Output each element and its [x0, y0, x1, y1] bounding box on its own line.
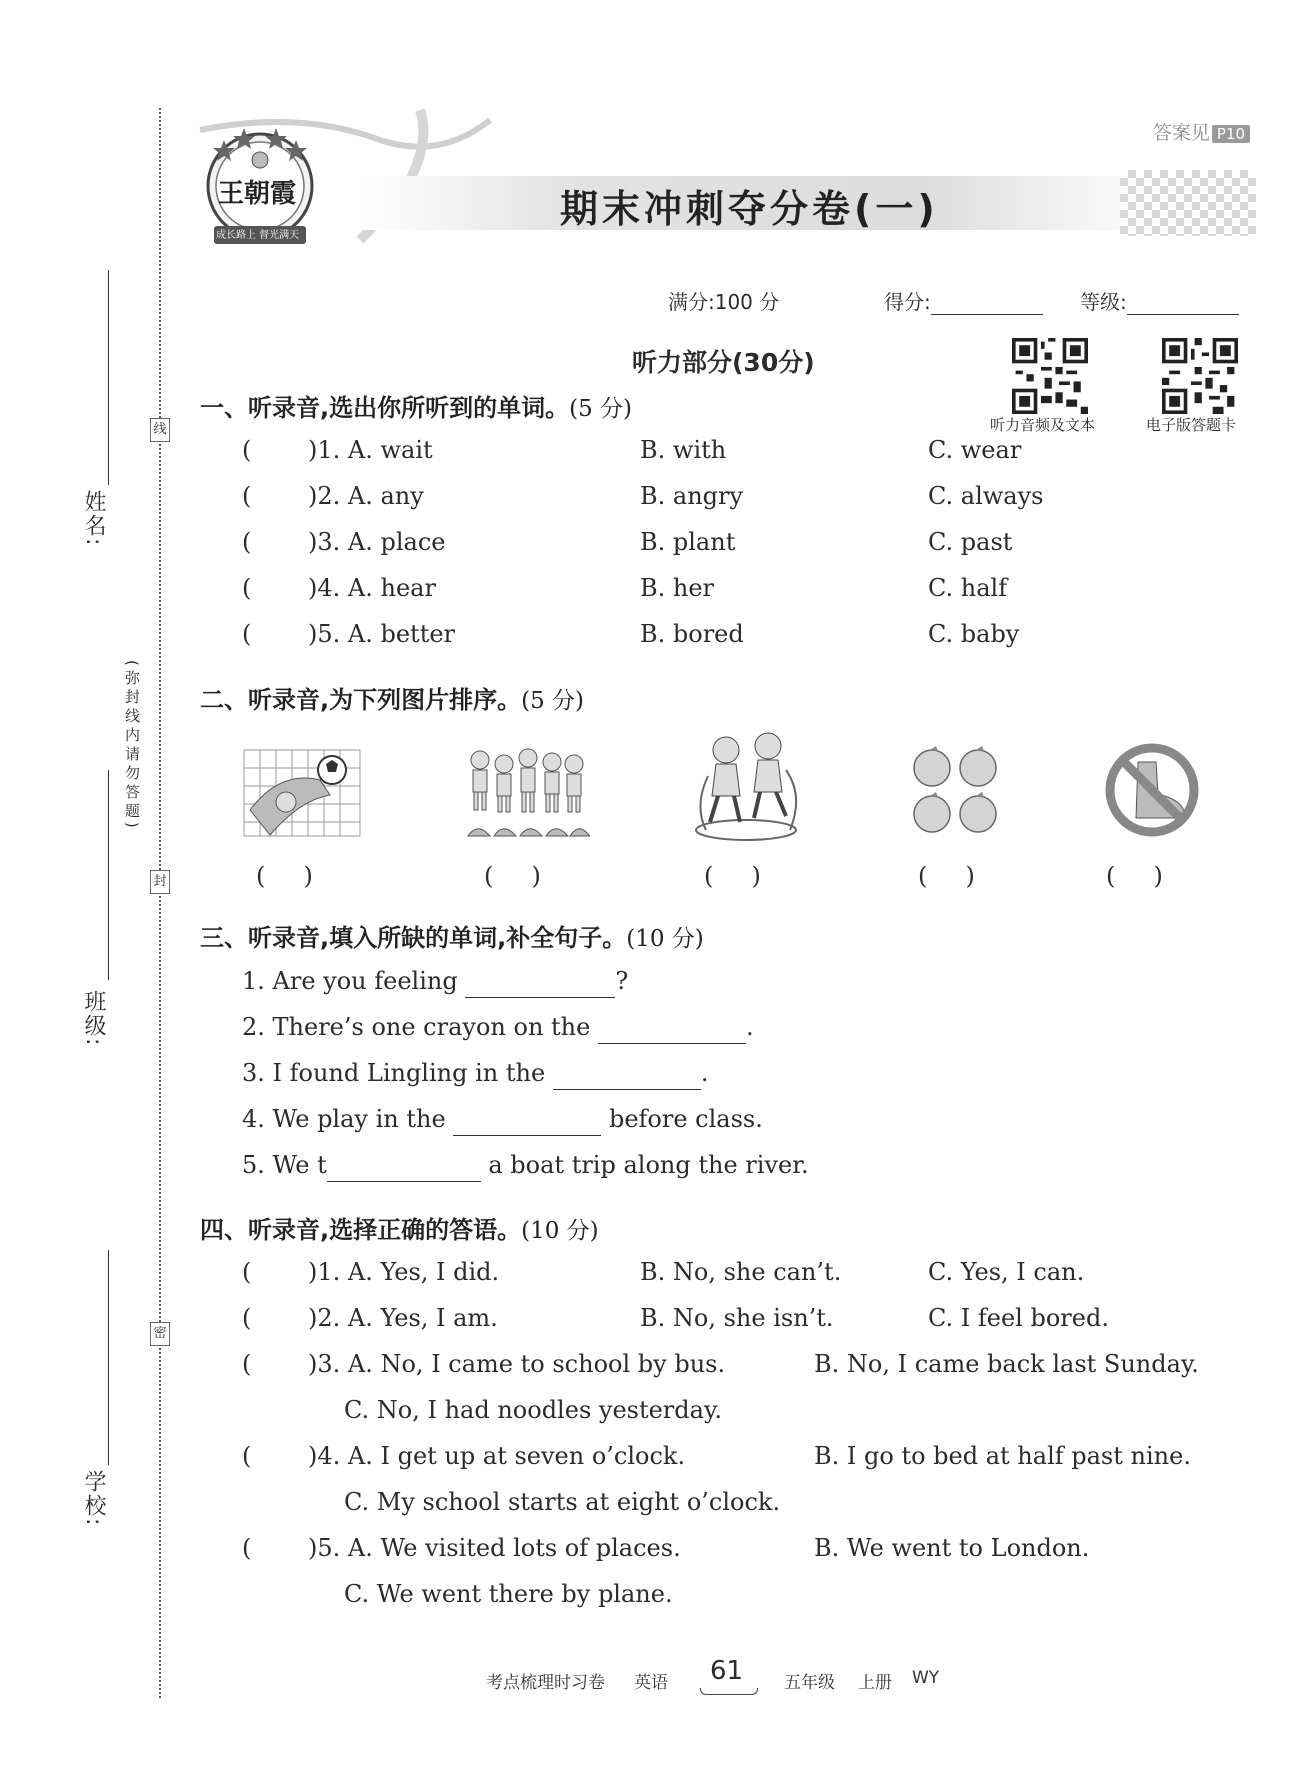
brand-logo [200, 118, 320, 241]
logo-motto: 成长路上 督光满天 [216, 230, 300, 241]
picture-5-answer[interactable]: ( ) [1106, 862, 1163, 890]
s3-text-after: . [700, 1059, 709, 1087]
class-label: 班级: [81, 990, 106, 1048]
margin-box-xian: 线 [150, 418, 170, 442]
picture-3-answer[interactable]: ( ) [704, 862, 761, 890]
answer-ref-label: 答案见 [1152, 122, 1210, 144]
answer-paren[interactable]: ( [242, 1350, 252, 1378]
s1-option-a: )3. A. place [308, 528, 446, 556]
s1-option-a: )1. A. wait [308, 436, 433, 464]
s1-option-b: B. angry [640, 482, 744, 510]
s4-option-c: C. My school starts at eight o’clock. [344, 1488, 781, 1516]
full-score: 满分:100 分 [668, 290, 780, 314]
footer-volume: 上册 [858, 1673, 892, 1693]
margin-box-mi: 密 [150, 1322, 170, 1346]
answer-paren[interactable]: ( [242, 528, 252, 556]
picture-skipping-rope [690, 726, 810, 844]
answer-paren[interactable]: ( [242, 1534, 252, 1562]
s1-option-a: )5. A. better [308, 620, 456, 648]
listening-part-title: 听力部分(30分) [632, 348, 815, 377]
grade-label: 等级: [1080, 290, 1127, 314]
s4-option-a: )2. A. Yes, I am. [308, 1304, 498, 1332]
section3-heading: 三、听录音,填入所缺的单词,补全句子。 [200, 924, 627, 952]
footer-edition: WY [912, 1668, 940, 1688]
qr-audio-caption: 听力音频及文本 [990, 416, 1096, 434]
picture-1-answer[interactable]: ( ) [256, 862, 313, 890]
s3-blank[interactable] [553, 1063, 701, 1090]
picture-children-caps [462, 740, 590, 844]
answer-paren[interactable]: ( [242, 574, 252, 602]
footer-subject: 英语 [634, 1673, 668, 1693]
section4-points: (10 分) [521, 1218, 599, 1244]
s1-option-c: C. wear [928, 436, 1022, 464]
section1-points: (5 分) [569, 396, 633, 422]
s3-text-before: 3. I found Lingling in the [242, 1059, 546, 1087]
answer-page-badge: P10 [1212, 125, 1250, 143]
section4-title [200, 1210, 599, 1245]
section4-heading: 四、听录音,选择正确的答语。 [200, 1216, 522, 1244]
s1-option-c: C. always [928, 482, 1044, 510]
answer-paren[interactable]: ( [242, 1258, 252, 1286]
section3-title [200, 918, 704, 953]
score-label: 得分: [884, 290, 931, 314]
section1-title [200, 388, 632, 423]
grade-field [1080, 286, 1239, 315]
s4-option-c: C. I feel bored. [928, 1304, 1109, 1332]
s3-item-5 [242, 1148, 809, 1182]
s1-option-b: B. plant [640, 528, 736, 556]
qr-answer-card-caption: 电子版答题卡 [1146, 416, 1237, 434]
s4-option-a: )3. A. No, I came to school by bus. [308, 1350, 726, 1378]
s4-option-b: B. No, she can’t. [640, 1258, 842, 1286]
page-number: 61 [710, 1656, 744, 1686]
s3-text-before: 1. Are you feeling [242, 967, 458, 995]
s4-option-c: C. No, I had noodles yesterday. [344, 1396, 722, 1424]
score-blank[interactable] [931, 294, 1043, 315]
answer-paren[interactable]: ( [242, 620, 252, 648]
answer-paren[interactable]: ( [242, 482, 252, 510]
name-label: 姓名: [81, 490, 106, 548]
s3-item-3 [242, 1056, 708, 1090]
footer-grade: 五年级 [784, 1673, 835, 1693]
s4-option-b: B. I go to bed at half past nine. [814, 1442, 1191, 1470]
picture-no-shoes-sign [1104, 742, 1200, 838]
name-line [108, 270, 109, 485]
s4-option-a: )4. A. I get up at seven o’clock. [308, 1442, 686, 1470]
page-number-brace [700, 1688, 758, 1695]
answer-paren[interactable]: ( [242, 1304, 252, 1332]
s1-option-b: B. bored [640, 620, 744, 648]
picture-4-answer[interactable]: ( ) [918, 862, 975, 890]
no-answer-note: (弥封线内请勿答题) [123, 660, 141, 832]
checker-decoration [1120, 170, 1256, 236]
s4-option-b: B. No, she isn’t. [640, 1304, 834, 1332]
s4-option-a: )5. A. We visited lots of places. [308, 1534, 681, 1562]
s4-option-b: B. No, I came back last Sunday. [814, 1350, 1199, 1378]
answer-paren[interactable]: ( [242, 1442, 252, 1470]
s4-option-a: )1. A. Yes, I did. [308, 1258, 500, 1286]
page-title: 期末冲刺夺分卷(一) [560, 187, 939, 231]
section1-heading: 一、听录音,选出你所听到的单词。 [200, 394, 570, 422]
s4-option-b: B. We went to London. [814, 1534, 1090, 1562]
qr-answer-card-icon[interactable] [1162, 338, 1238, 414]
logo-text: 王朝霞 [218, 179, 297, 209]
s4-option-c: C. Yes, I can. [928, 1258, 1085, 1286]
section2-title [200, 680, 584, 715]
s1-option-c: C. baby [928, 620, 1020, 648]
s1-option-a: )2. A. any [308, 482, 424, 510]
margin-box-feng: 封 [150, 870, 170, 894]
footer-series: 考点梳理时习卷 [486, 1673, 605, 1693]
s3-blank[interactable] [598, 1017, 746, 1044]
binding-dotted-line [159, 108, 161, 1698]
s3-blank[interactable] [327, 1155, 481, 1182]
s3-text-after: before class. [608, 1105, 763, 1133]
s3-text-after: ? [615, 967, 629, 995]
s3-item-4 [242, 1102, 763, 1136]
class-line [108, 770, 109, 980]
s3-blank[interactable] [465, 971, 615, 998]
s3-text-before: 5. We t [242, 1151, 327, 1179]
picture-2-answer[interactable]: ( ) [484, 862, 541, 890]
school-line [108, 1250, 109, 1465]
s4-option-c: C. We went there by plane. [344, 1580, 673, 1608]
s3-text-before: 4. We play in the [242, 1105, 446, 1133]
s3-text-after: . [745, 1013, 754, 1041]
picture-oranges [908, 742, 1004, 838]
s3-text-after: a boat trip along the river. [488, 1151, 809, 1179]
answer-reference [1153, 118, 1250, 145]
picture-goalkeeper [240, 740, 364, 840]
s1-option-c: C. past [928, 528, 1013, 556]
section2-points: (5 分) [521, 688, 585, 714]
s3-item-2 [242, 1010, 754, 1044]
s1-option-b: B. her [640, 574, 715, 602]
score-field [884, 286, 1043, 315]
s1-option-c: C. half [928, 574, 1008, 602]
section3-points: (10 分) [626, 926, 704, 952]
grade-blank[interactable] [1127, 294, 1239, 315]
answer-paren[interactable]: ( [242, 436, 252, 464]
s3-item-1 [242, 964, 628, 998]
s1-option-a: )4. A. hear [308, 574, 436, 602]
section2-heading: 二、听录音,为下列图片排序。 [200, 686, 522, 714]
qr-audio-icon[interactable] [1012, 338, 1088, 414]
s3-blank[interactable] [453, 1109, 601, 1136]
s3-text-before: 2. There’s one crayon on the [242, 1013, 591, 1041]
s1-option-b: B. with [640, 436, 727, 464]
school-label: 学校: [81, 1470, 106, 1528]
